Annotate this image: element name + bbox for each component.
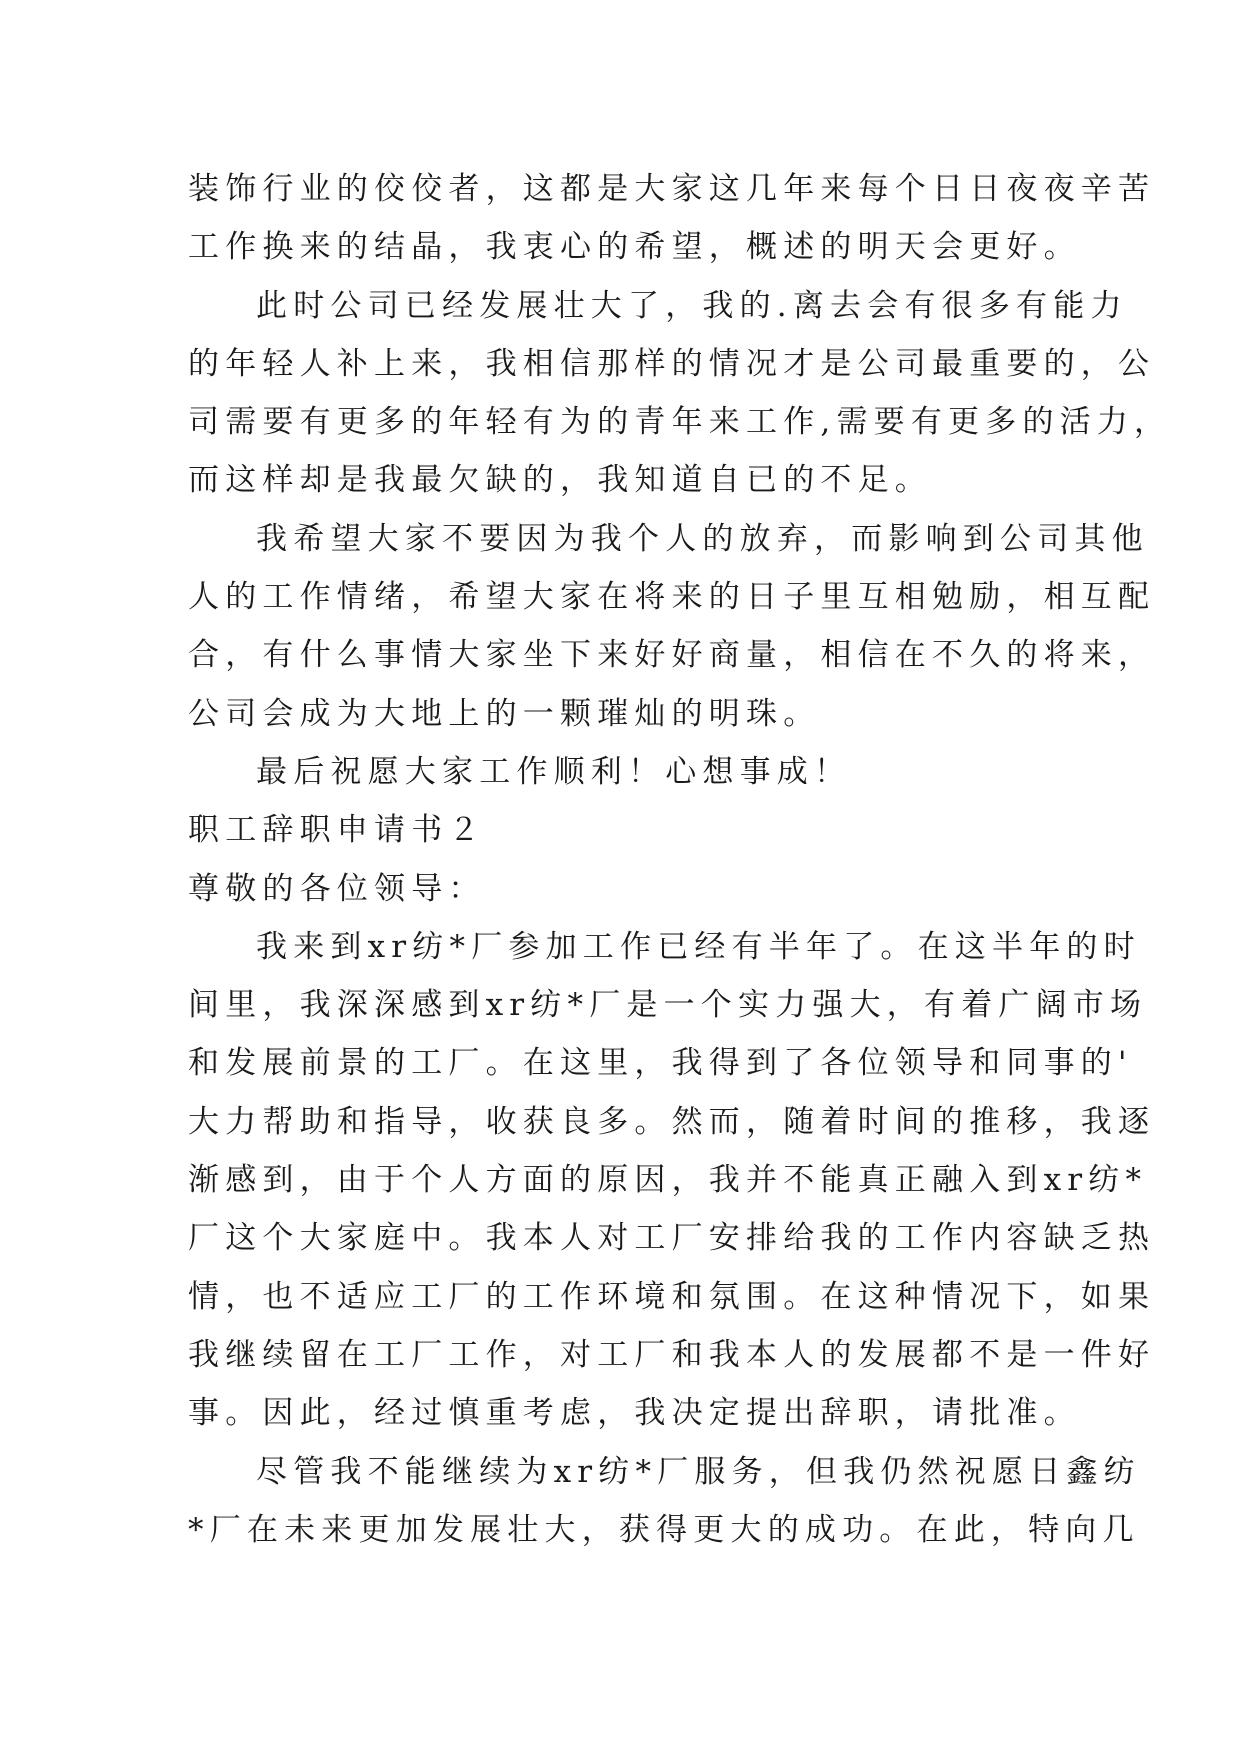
text-line: 我继续留在工厂工作，对工厂和我本人的发展都不是一件好: [188, 1336, 1156, 1373]
paragraph-start: 尽管我不能继续为xr纺*厂服务，但我仍然祝愿日鑫纺: [256, 1453, 1141, 1490]
paragraph-start: 我希望大家不要因为我个人的放弃，而影响到公司其他: [256, 520, 1149, 557]
text-line: *厂在未来更加发展壮大，获得更大的成功。在此，特向几: [188, 1511, 1140, 1548]
salutation: 尊敬的各位领导：: [188, 870, 486, 907]
text-line: 的年轻人补上来，我相信那样的情况才是公司最重要的，公: [188, 345, 1156, 382]
text-line: 合，有什么事情大家坐下来好好商量，相信在不久的将来，: [188, 637, 1156, 674]
section-title: 职工辞职申请书２: [188, 812, 486, 849]
text-line: 厂这个大家庭中。我本人对工厂安排给我的工作内容缺乏热: [188, 1220, 1156, 1257]
text-line: 和发展前景的工厂。在这里，我得到了各位领导和同事的': [188, 1045, 1133, 1082]
text-line: 司需要有更多的年轻有为的青年来工作,需要有更多的活力，: [188, 404, 1172, 441]
text-line: 间里，我深深感到xr纺*厂是一个实力强大，有着广阔市场: [188, 987, 1148, 1024]
text-line: 工作换来的结晶，我衷心的希望，概述的明天会更好。: [188, 229, 1081, 266]
closing-wish: 最后祝愿大家工作顺利！心想事成！: [256, 753, 852, 790]
paragraph-start: 此时公司已经发展壮大了，我的.离去会有很多有能力: [256, 287, 1128, 324]
text-line: 事。因此，经过慎重考虑，我决定提出辞职，请批准。: [188, 1395, 1081, 1432]
text-line: 装饰行业的佼佼者，这都是大家这几年来每个日日夜夜辛苦: [188, 171, 1156, 207]
text-line: 公司会成为大地上的一颗璀灿的明珠。: [188, 695, 821, 732]
paragraph-start: 我来到xr纺*厂参加工作已经有半年了。在这半年的时: [256, 928, 1141, 965]
text-line: 而这样却是我最欠缺的，我知道自已的不足。: [188, 462, 932, 499]
text-line: 人的工作情绪，希望大家在将来的日子里互相勉励，相互配: [188, 579, 1156, 616]
text-line: 渐感到，由于个人方面的原因，我并不能真正融入到xr纺*: [188, 1162, 1148, 1199]
document-page: [188, 160, 1172, 1559]
text-line: 情，也不适应工厂的工作环境和氛围。在这种情况下，如果: [188, 1278, 1156, 1315]
text-line: 大力帮助和指导，收获良多。然而，随着时间的推移，我逐: [188, 1103, 1156, 1140]
